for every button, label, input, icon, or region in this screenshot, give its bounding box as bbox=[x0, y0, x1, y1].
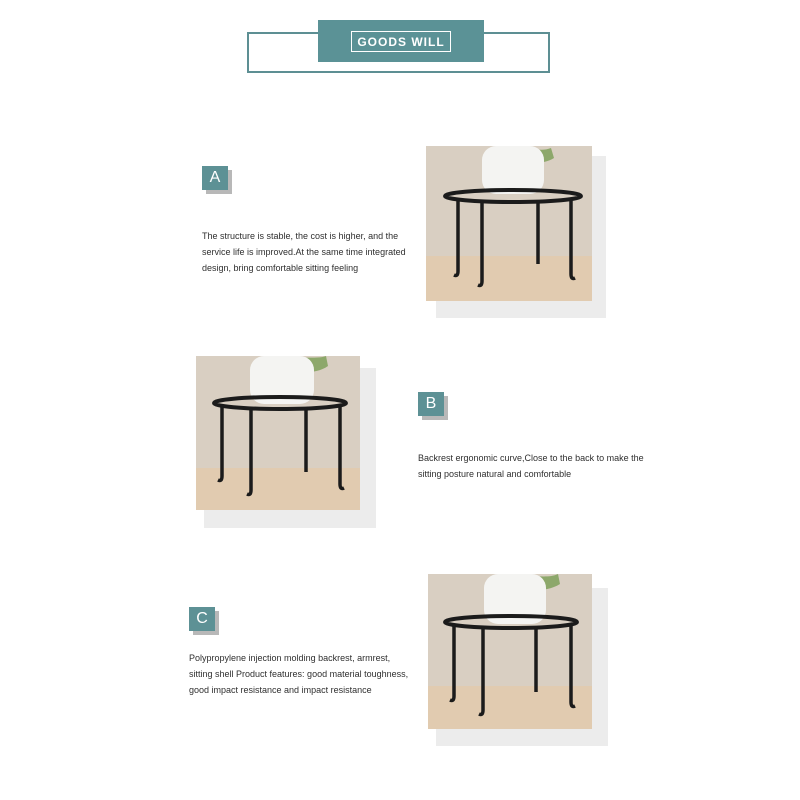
badge-c bbox=[189, 607, 219, 635]
plant-stand-image bbox=[428, 574, 592, 729]
badge-a-label: A bbox=[202, 166, 228, 190]
description-c: Polypropylene injection molding backrest, armrest, sitting shell Product features: good material toughness, good impact resistance and impact resistance bbox=[189, 653, 409, 695]
header-tab bbox=[318, 20, 484, 62]
plant-stand-image bbox=[426, 146, 592, 301]
badge-a bbox=[202, 166, 232, 194]
page-title: GOODS WILL bbox=[351, 31, 450, 52]
badge-b-label: B bbox=[418, 392, 444, 416]
description-b: Backrest ergonomic curve,Close to the back to make the sitting posture natural and comfortable bbox=[418, 453, 644, 479]
badge-c-label: C bbox=[189, 607, 215, 631]
product-photo-a bbox=[426, 146, 606, 318]
plant-stand-image bbox=[196, 356, 360, 510]
product-photo-b bbox=[196, 356, 376, 528]
product-photo-c bbox=[428, 574, 608, 746]
description-a: The structure is stable, the cost is higher, and the service life is improved.At the same time integrated design, bring comfortable sitting feeling bbox=[202, 231, 406, 273]
badge-b bbox=[418, 392, 448, 420]
